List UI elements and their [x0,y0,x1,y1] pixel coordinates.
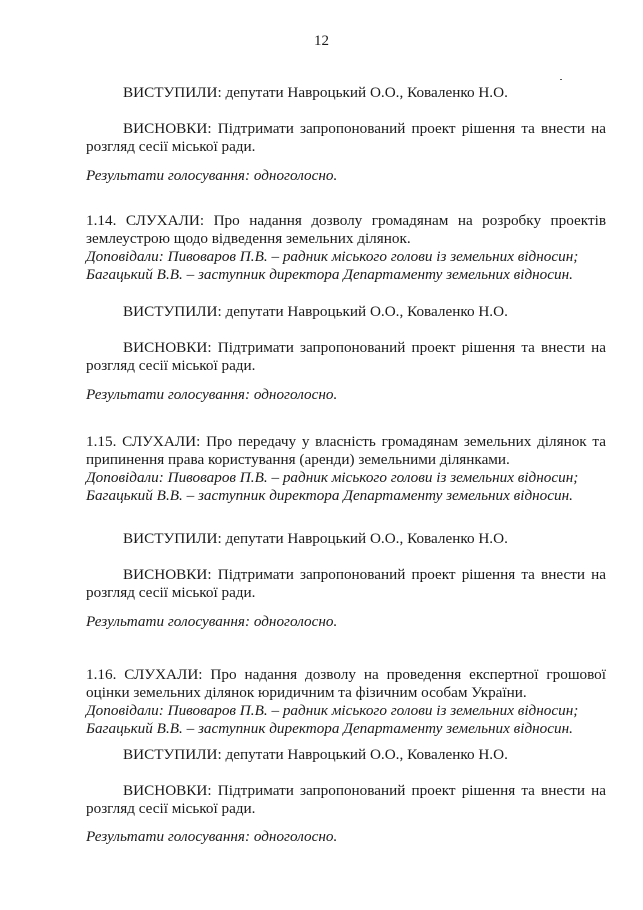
spoke-line: ВИСТУПИЛИ: депутати Навроцький О.О., Коваленко Н.О. [123,746,508,763]
reporter-line: Багацький В.В. – заступник директора Департаменту земельних відносин. [86,720,573,737]
spoke-line: ВИСТУПИЛИ: депутати Навроцький О.О., Коваленко Н.О. [123,530,508,547]
vote-result: Результати голосування: одноголосно. [86,613,338,630]
conclusions-line: ВИСНОВКИ: Підтримати запропонований проект рішення та внести на [123,339,606,356]
heard-line: 1.16. СЛУХАЛИ: Про надання дозволу на проведення експертної грошової [86,666,606,683]
vote-result: Результати голосування: одноголосно. [86,828,338,845]
reporter-line: Доповідали: Пивоваров П.В. – радник міського голови із земельних відносин; [86,248,579,265]
conclusions-line-cont: розгляд сесії міської ради. [86,800,256,817]
conclusions-line-cont: розгляд сесії міської ради. [86,357,256,374]
vote-result: Результати голосування: одноголосно. [86,386,338,403]
heard-line: 1.14. СЛУХАЛИ: Про надання дозволу громадянам на розробку проектів [86,212,606,229]
spoke-line: ВИСТУПИЛИ: депутати Навроцький О.О., Коваленко Н.О. [123,303,508,320]
heard-line-cont: землеустрою щодо відведення земельних ділянок. [86,230,411,247]
heard-line-cont: оцінки земельних ділянок юридичним та фізичним особам України. [86,684,527,701]
conclusions-line-cont: розгляд сесії міської ради. [86,138,256,155]
conclusions-line: ВИСНОВКИ: Підтримати запропонований проект рішення та внести на [123,566,606,583]
spoke-line: ВИСТУПИЛИ: депутати Навроцький О.О., Коваленко Н.О. [123,84,508,101]
conclusions-line: ВИСНОВКИ: Підтримати запропонований проект рішення та внести на [123,782,606,799]
reporter-line: Багацький В.В. – заступник директора Департаменту земельних відносин. [86,487,573,504]
heard-line-cont: припинення права користування (аренди) земельними ділянками. [86,451,510,468]
conclusions-line: ВИСНОВКИ: Підтримати запропонований проект рішення та внести на [123,120,606,137]
reporter-line: Доповідали: Пивоваров П.В. – радник міського голови із земельних відносин; [86,469,579,486]
heard-line: 1.15. СЛУХАЛИ: Про передачу у власність громадянам земельних ділянок та [86,433,606,450]
reporter-line: Доповідали: Пивоваров П.В. – радник міського голови із земельних відносин; [86,702,579,719]
page-number: 12 [314,33,329,49]
scan-speck [560,79,562,80]
vote-result: Результати голосування: одноголосно. [86,167,338,184]
reporter-line: Багацький В.В. – заступник директора Департаменту земельних відносин. [86,266,573,283]
conclusions-line-cont: розгляд сесії міської ради. [86,584,256,601]
